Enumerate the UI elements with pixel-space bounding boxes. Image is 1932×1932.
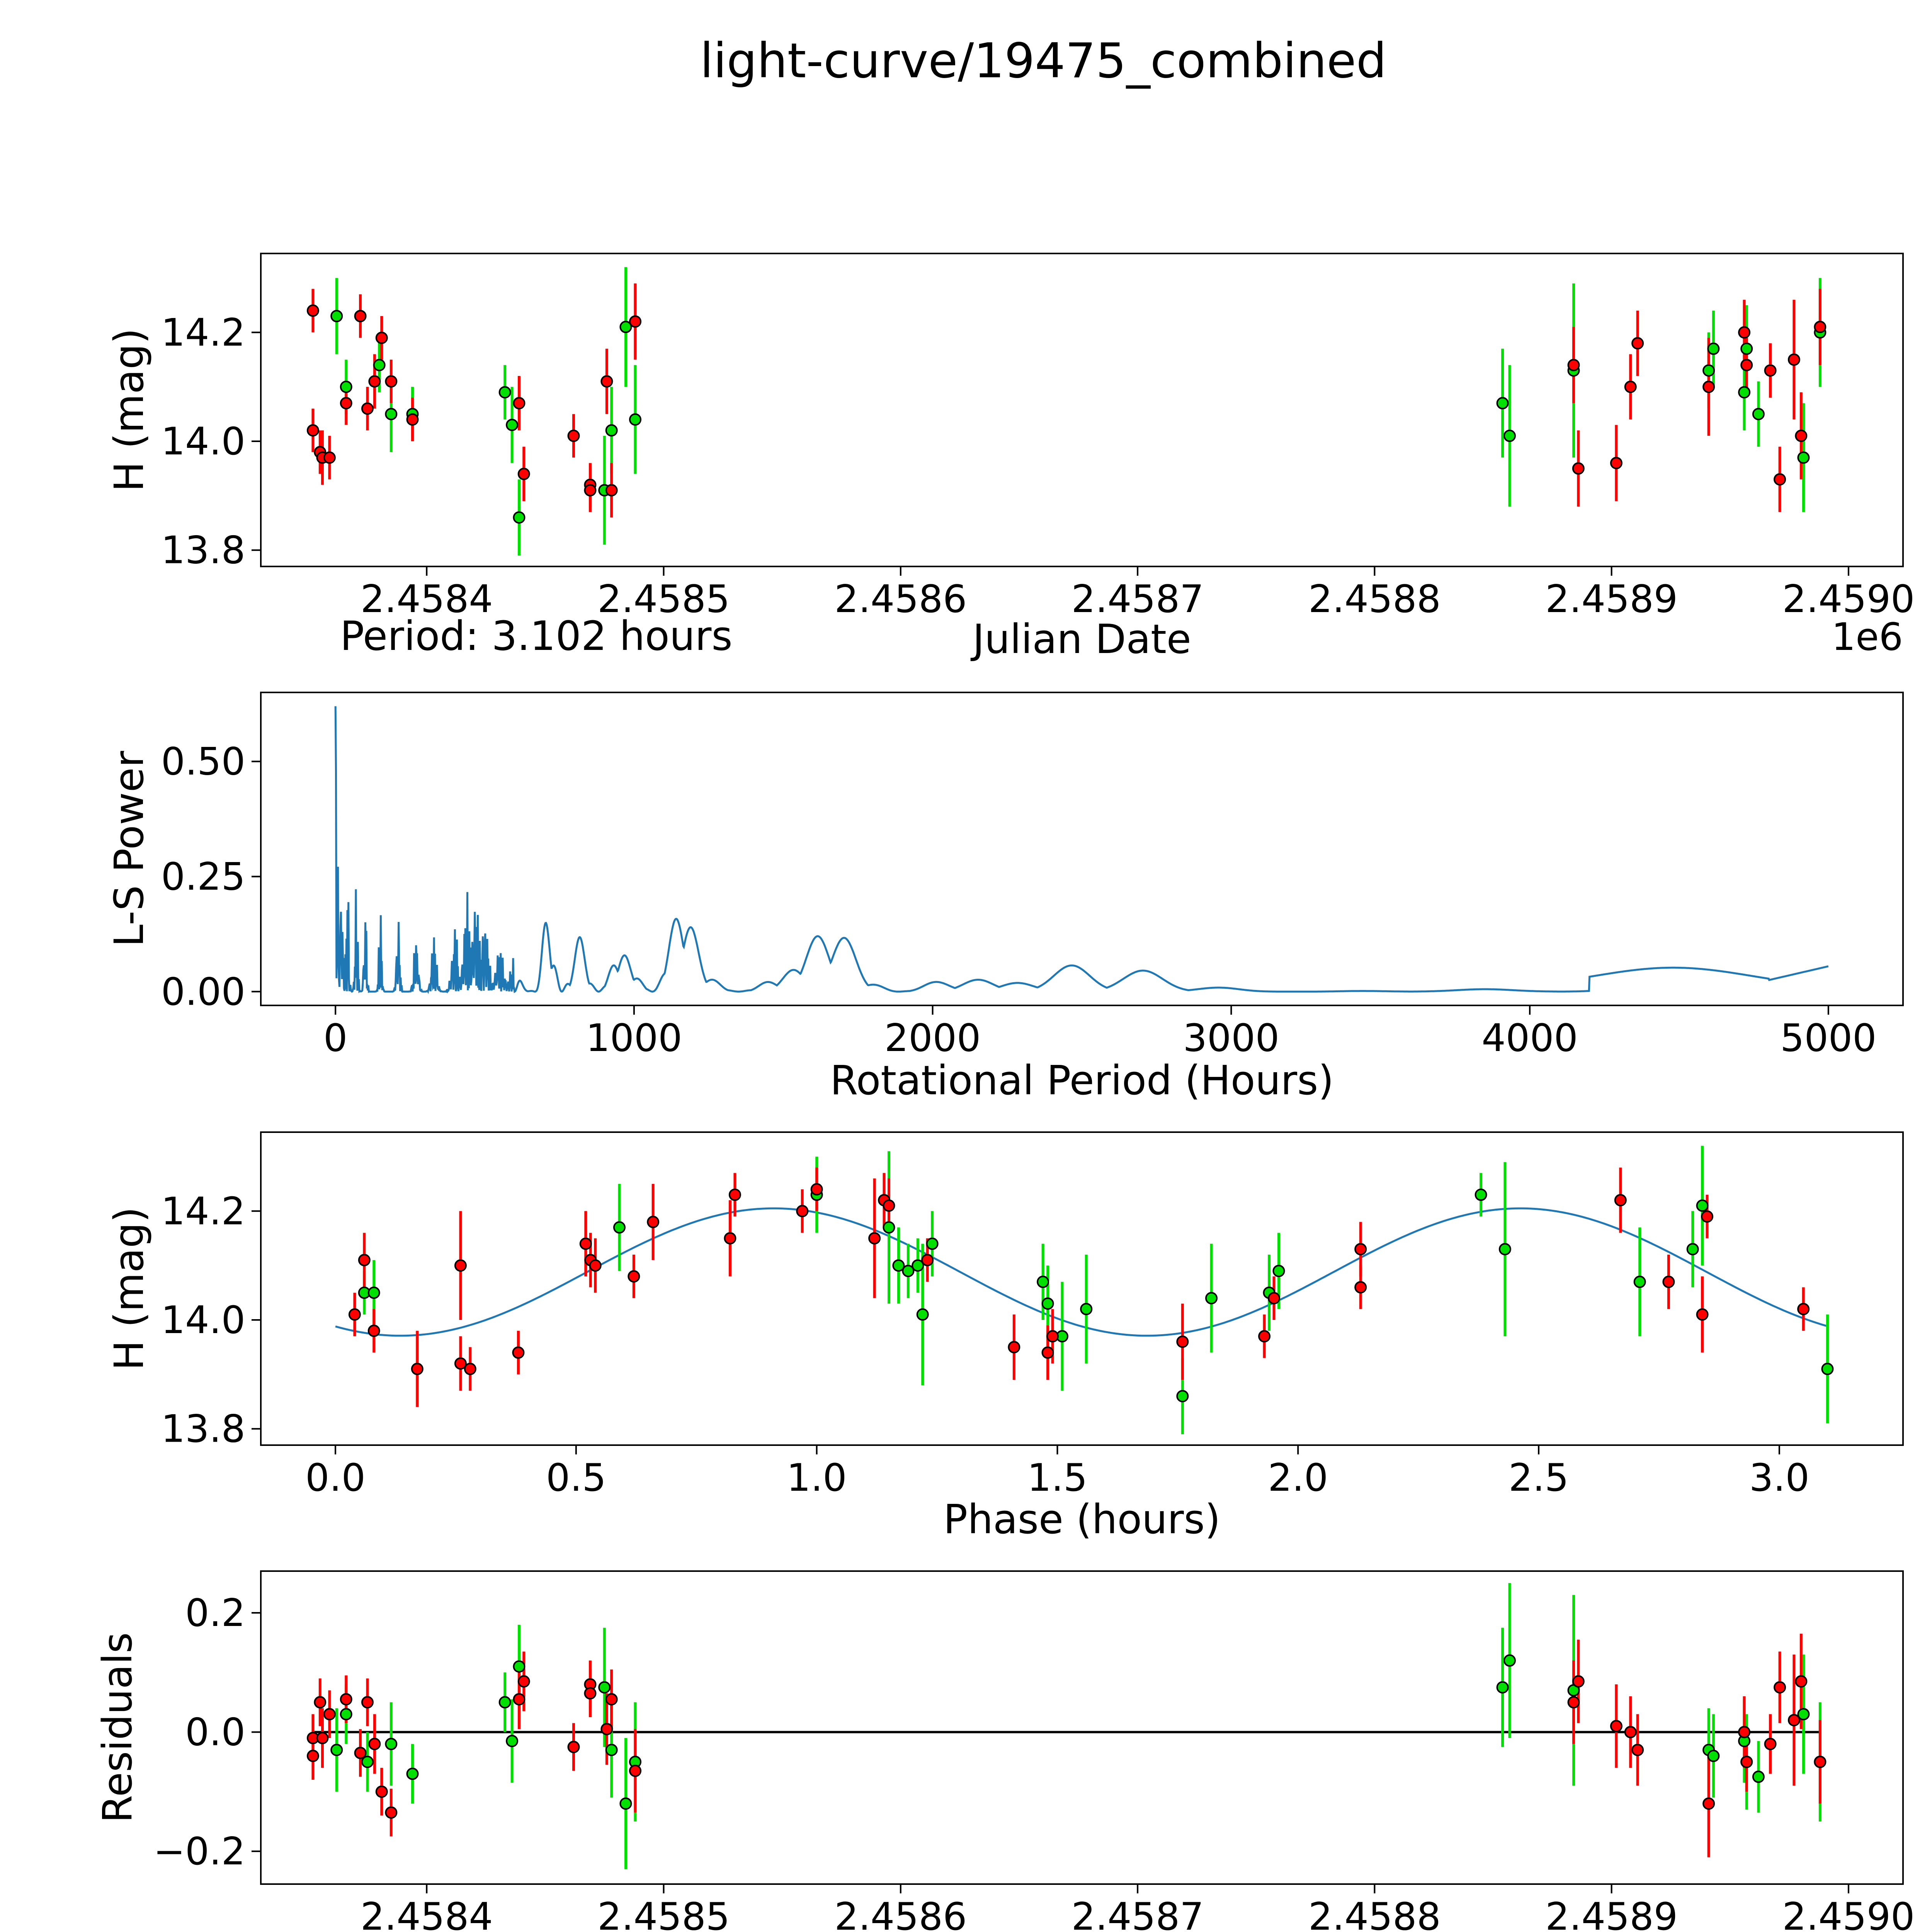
residuals-point-green xyxy=(386,1738,396,1749)
residuals-point-red xyxy=(308,1750,318,1761)
residuals-point-red xyxy=(514,1694,524,1705)
residuals-point-green xyxy=(341,1709,352,1719)
lightcurve-ylabel: H (mag) xyxy=(105,328,153,492)
lightcurve-point-red xyxy=(1573,463,1584,474)
lightcurve-point-red xyxy=(1815,321,1825,332)
residuals-point-red xyxy=(1765,1738,1776,1749)
lightcurve-xtick-label: 2.4588 xyxy=(1308,577,1441,621)
phased-point-red xyxy=(628,1271,639,1282)
residuals-point-red xyxy=(317,1733,328,1743)
phased-point-green xyxy=(1687,1244,1698,1255)
lightcurve-point-red xyxy=(1739,327,1750,338)
phased-point-green xyxy=(884,1222,895,1233)
phased-point-red xyxy=(1047,1331,1058,1342)
lightcurve-point-red xyxy=(386,376,396,387)
lightcurve-xtick-label: 2.4589 xyxy=(1545,577,1678,621)
residuals-point-green xyxy=(1497,1682,1508,1693)
lightcurve-point-green xyxy=(606,425,617,436)
lightcurve-point-red xyxy=(355,311,366,321)
periodogram-ylabel: L-S Power xyxy=(105,751,153,947)
phased-point-red xyxy=(1798,1304,1809,1315)
residuals-xtick-label: 2.4590 xyxy=(1782,1895,1915,1932)
residuals-point-red xyxy=(1815,1757,1825,1767)
phased-point-red xyxy=(648,1216,658,1227)
lightcurve-point-red xyxy=(1625,381,1636,392)
lightcurve-point-red xyxy=(601,376,612,387)
phased-point-red xyxy=(730,1189,740,1200)
lightcurve-xtick-label: 2.4584 xyxy=(360,577,493,621)
lightcurve-ytick-label: 14.2 xyxy=(161,311,245,355)
residuals-xtick-label: 2.4586 xyxy=(834,1895,967,1932)
lightcurve-xtick-label: 2.4590 xyxy=(1782,577,1915,621)
phased-point-red xyxy=(349,1309,360,1320)
lightcurve-point-red xyxy=(568,430,579,441)
lightcurve-point-red xyxy=(341,398,352,408)
phased-point-red xyxy=(922,1255,933,1265)
lightcurve-point-red xyxy=(1774,474,1785,485)
residuals-point-green xyxy=(606,1745,617,1755)
phased-point-green xyxy=(614,1222,625,1233)
residuals-point-red xyxy=(1568,1697,1579,1708)
phased-xtick-label: 0.5 xyxy=(546,1456,606,1500)
lightcurve-point-red xyxy=(1789,354,1799,365)
phased-point-red xyxy=(513,1347,524,1358)
residuals-point-red xyxy=(1703,1798,1714,1809)
phased-point-red xyxy=(724,1233,735,1244)
phased-point-red xyxy=(359,1255,370,1265)
phased-xtick-label: 0.0 xyxy=(305,1456,366,1500)
residuals-point-red xyxy=(1625,1727,1636,1738)
period-annotation: Period: 3.102 hours xyxy=(340,612,733,660)
residuals-point-green xyxy=(620,1798,631,1809)
residuals-xtick-label: 2.4589 xyxy=(1545,1895,1678,1932)
residuals-point-red xyxy=(369,1738,380,1749)
residuals-point-red xyxy=(1739,1727,1750,1738)
phased-point-green xyxy=(917,1309,928,1320)
phased-point-red xyxy=(1663,1276,1674,1287)
lightcurve-point-green xyxy=(507,420,517,430)
residuals-point-green xyxy=(407,1769,418,1779)
periodogram-ytick-label: 0.00 xyxy=(161,970,245,1014)
residuals-point-green xyxy=(500,1697,510,1708)
phased-point-green xyxy=(1037,1276,1048,1287)
lightcurve-xtick-label: 2.4587 xyxy=(1071,577,1204,621)
phased-ytick-label: 13.8 xyxy=(161,1407,245,1451)
lightcurve-point-red xyxy=(407,414,418,425)
residuals-point-red xyxy=(1789,1715,1799,1726)
residuals-xtick-label: 2.4587 xyxy=(1071,1895,1204,1932)
lightcurve-point-red xyxy=(376,332,387,343)
periodogram-ytick-label: 0.25 xyxy=(161,855,245,899)
lightcurve-point-red xyxy=(1611,457,1622,468)
lightcurve-point-green xyxy=(1741,344,1752,354)
lightcurve-point-green xyxy=(1497,398,1508,408)
phased-point-green xyxy=(1476,1189,1486,1200)
residuals-point-red xyxy=(1573,1676,1584,1687)
figure-title: light-curve/19475_combined xyxy=(700,33,1387,89)
lightcurve-point-green xyxy=(1753,409,1764,420)
phased-point-red xyxy=(1355,1282,1366,1293)
periodogram-xtick-label: 3000 xyxy=(1183,1016,1280,1060)
phased-xtick-label: 1.5 xyxy=(1027,1456,1088,1500)
residuals-point-green xyxy=(514,1661,524,1672)
periodogram-xtick-label: 5000 xyxy=(1780,1016,1877,1060)
phased-point-red xyxy=(1009,1342,1019,1352)
lightcurve-point-red xyxy=(514,398,524,408)
periodogram-xtick-label: 4000 xyxy=(1481,1016,1578,1060)
lightcurve-ytick-label: 13.8 xyxy=(161,528,245,573)
lightcurve-point-green xyxy=(374,360,385,371)
phased-point-green xyxy=(1634,1276,1645,1287)
periodogram-xtick-label: 1000 xyxy=(586,1016,682,1060)
phased-xtick-label: 2.5 xyxy=(1509,1456,1569,1500)
lightcurve-point-green xyxy=(500,387,510,398)
residuals-point-red xyxy=(315,1697,325,1708)
lightcurve-point-green xyxy=(341,381,352,392)
phased-point-green xyxy=(1177,1391,1188,1401)
lightcurve-point-red xyxy=(1765,365,1776,376)
lightcurve-point-green xyxy=(1504,430,1515,441)
residuals-point-red xyxy=(630,1765,641,1776)
periodogram-xlabel: Rotational Period (Hours) xyxy=(830,1057,1334,1104)
phased-point-red xyxy=(1702,1211,1713,1222)
residuals-point-red xyxy=(376,1786,387,1797)
residuals-xtick-label: 2.4584 xyxy=(360,1895,493,1932)
residuals-ytick-label: 0.0 xyxy=(185,1710,245,1755)
lightcurve-point-green xyxy=(1708,344,1719,354)
phased-xtick-label: 1.0 xyxy=(786,1456,847,1500)
lightcurve-point-red xyxy=(1796,430,1806,441)
lightcurve-point-green xyxy=(1739,387,1750,398)
lightcurve-point-red xyxy=(606,485,617,496)
lightcurve-xtick-label: 2.4586 xyxy=(834,577,967,621)
phased-point-red xyxy=(797,1206,808,1216)
phased-point-green xyxy=(1273,1265,1284,1276)
lightcurve-point-red xyxy=(1568,360,1579,371)
lightcurve-point-red xyxy=(1741,360,1752,371)
lightcurve-point-red xyxy=(369,376,380,387)
lightcurve-point-green xyxy=(514,512,524,523)
lightcurve-point-red xyxy=(519,469,529,480)
residuals-point-green xyxy=(507,1736,517,1747)
phased-point-red xyxy=(1177,1336,1188,1347)
phased-point-red xyxy=(1697,1309,1708,1320)
phased-xtick-label: 2.0 xyxy=(1268,1456,1328,1500)
lightcurve-point-red xyxy=(308,305,318,316)
residuals-point-red xyxy=(585,1688,595,1699)
lightcurve-point-red xyxy=(1632,338,1643,349)
phased-point-green xyxy=(1500,1244,1510,1255)
phased-point-red xyxy=(869,1233,880,1244)
residuals-point-red xyxy=(341,1694,352,1705)
residuals-point-red xyxy=(601,1724,612,1735)
phased-point-red xyxy=(465,1364,476,1374)
lightcurve-point-green xyxy=(386,409,396,420)
periodogram-ytick-label: 0.50 xyxy=(161,740,245,784)
lightcurve-x-offset: 1e6 xyxy=(1832,615,1903,659)
residuals-point-green xyxy=(331,1745,342,1755)
phased-point-red xyxy=(412,1364,423,1374)
lightcurve-point-green xyxy=(1798,452,1809,463)
residuals-xtick-label: 2.4585 xyxy=(597,1895,730,1932)
lightcurve-point-red xyxy=(630,316,641,327)
residuals-point-red xyxy=(355,1748,366,1759)
residuals-point-red xyxy=(1611,1721,1622,1731)
lightcurve-ytick-label: 14.0 xyxy=(161,420,245,464)
residuals-point-red xyxy=(1774,1682,1785,1693)
phased-point-green xyxy=(927,1238,938,1249)
residuals-point-red xyxy=(1632,1745,1643,1755)
residuals-point-red xyxy=(568,1742,579,1752)
residuals-xtick-label: 2.4588 xyxy=(1308,1895,1441,1932)
lightcurve-point-red xyxy=(1703,381,1714,392)
residuals-ytick-label: 0.2 xyxy=(185,1591,245,1635)
phased-point-red xyxy=(590,1260,601,1271)
phased-ylabel: H (mag) xyxy=(105,1207,153,1371)
residuals-point-green xyxy=(1753,1771,1764,1782)
phased-point-green xyxy=(1043,1298,1053,1309)
phased-ytick-label: 14.2 xyxy=(161,1189,245,1234)
lightcurve-point-green xyxy=(630,414,641,425)
residuals-point-red xyxy=(606,1694,617,1705)
periodogram-xtick-label: 0 xyxy=(323,1016,348,1060)
residuals-point-green xyxy=(1504,1655,1515,1666)
lightcurve-point-red xyxy=(324,452,335,463)
phased-xlabel: Phase (hours) xyxy=(943,1496,1221,1543)
residuals-point-red xyxy=(324,1709,335,1719)
phased-point-green xyxy=(1081,1304,1092,1315)
phased-point-green xyxy=(1697,1200,1708,1211)
phased-point-red xyxy=(1355,1244,1366,1255)
phased-point-red xyxy=(455,1260,466,1271)
residuals-point-red xyxy=(1796,1676,1806,1687)
phased-point-red xyxy=(811,1184,822,1195)
phased-xtick-label: 3.0 xyxy=(1749,1456,1810,1500)
residuals-point-green xyxy=(599,1682,610,1693)
lightcurve-xlabel: Julian Date xyxy=(973,616,1191,663)
phased-point-red xyxy=(580,1238,591,1249)
phased-point-red xyxy=(884,1200,895,1211)
residuals-point-red xyxy=(386,1807,396,1818)
phased-point-green xyxy=(1206,1293,1217,1304)
residuals-point-red xyxy=(362,1697,373,1708)
phased-point-green xyxy=(1822,1364,1833,1374)
phased-point-red xyxy=(369,1325,379,1336)
lightcurve-point-red xyxy=(308,425,318,436)
lightcurve-xtick-label: 2.4585 xyxy=(597,577,730,621)
lightcurve-point-red xyxy=(362,403,373,414)
residuals-ylabel: Residuals xyxy=(94,1632,141,1823)
phased-point-red xyxy=(1269,1293,1279,1304)
phased-point-red xyxy=(1259,1331,1270,1342)
lightcurve-point-green xyxy=(331,311,342,321)
residuals-point-red xyxy=(519,1676,529,1687)
phased-ytick-label: 14.0 xyxy=(161,1298,245,1342)
residuals-point-green xyxy=(1708,1750,1719,1761)
residuals-point-red xyxy=(1741,1757,1752,1767)
phased-point-red xyxy=(1615,1195,1626,1206)
periodogram-xtick-label: 2000 xyxy=(884,1016,981,1060)
lightcurve-point-red xyxy=(585,485,595,496)
phased-point-green xyxy=(369,1287,379,1298)
lightcurve-point-green xyxy=(1703,365,1714,376)
residuals-ytick-label: −0.2 xyxy=(153,1830,245,1874)
phased-point-red xyxy=(1043,1347,1053,1358)
